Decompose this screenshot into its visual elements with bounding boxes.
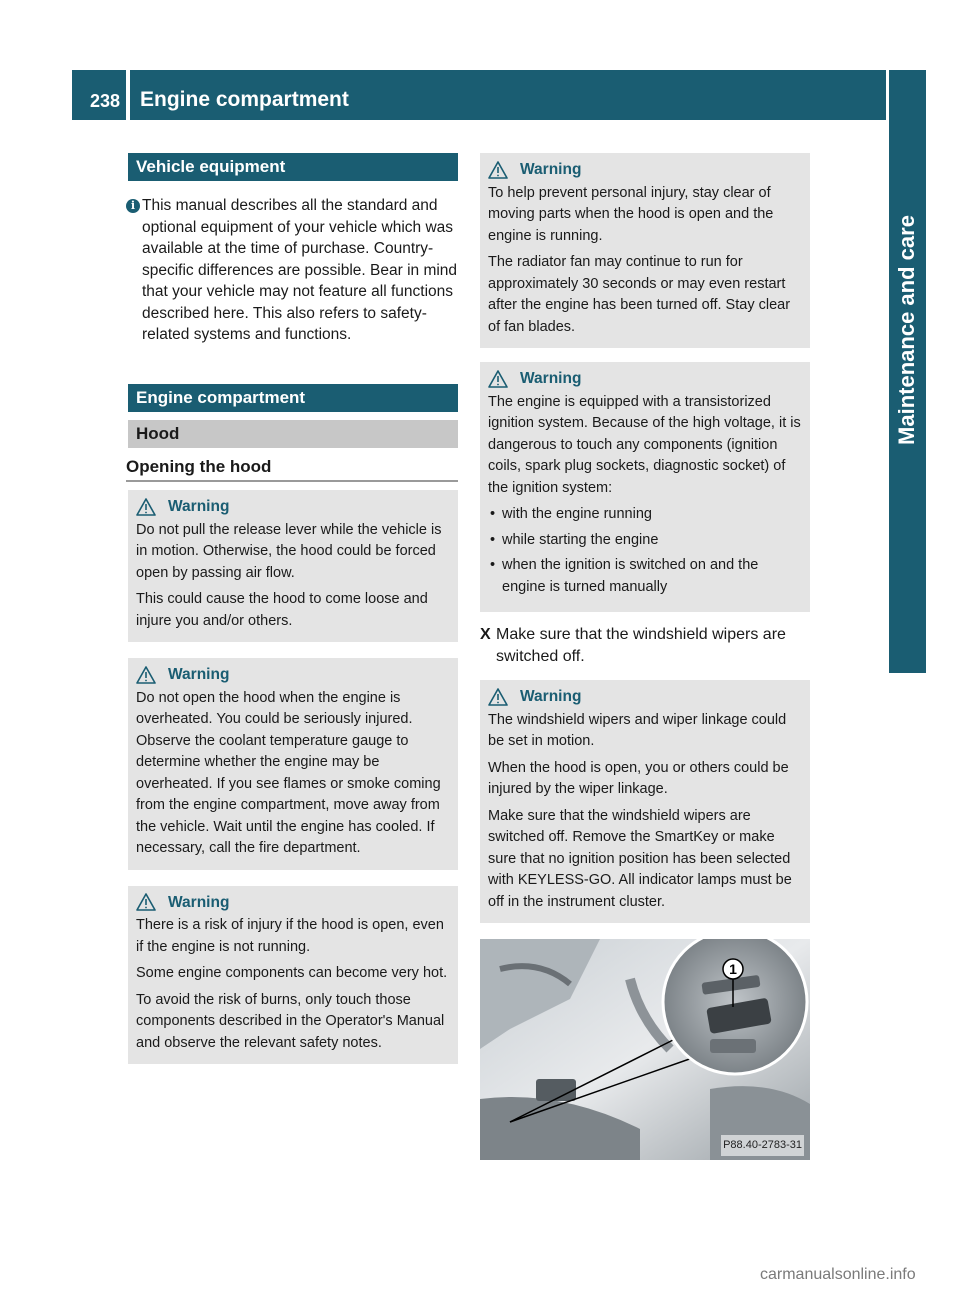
warning-text: Some engine components can become very hot. <box>136 965 448 981</box>
warning-text: When the hood is open, you or others could be injured by the wiper linkage. <box>488 759 789 797</box>
warning-triangle-icon <box>488 688 508 706</box>
hood-heading: Hood <box>128 420 458 448</box>
warning-box <box>480 362 810 612</box>
warning-box <box>128 658 458 870</box>
warning-triangle-icon <box>136 498 156 516</box>
warning-text: Make sure that the windshield wipers are switched off. Remove the SmartKey or make sure that no ignition position has been selected with KEYLESS-GO. All indicator lamps must be off in the instrument cluster. <box>488 807 792 910</box>
warning-triangle-icon <box>136 893 156 911</box>
page-number: 238 <box>72 70 126 120</box>
warning-title: Warning <box>520 370 582 387</box>
warning-box <box>480 153 810 348</box>
warning-text: Do not open the hood when the engine is overheated. You could be seriously injured. Observe the coolant temperature gauge to determine whether the engine may be overheated. If you see flames or smoke coming from the engine compartment, move away from the vehicle. Wait until the engine has cooled. If necessary, call the fire department. <box>136 689 441 856</box>
figure-code: P88.40-2783-31 <box>721 1135 804 1157</box>
warning-title: Warning <box>520 161 582 178</box>
warning-text: This could cause the hood to come loose and injure you and/or others. <box>136 591 428 629</box>
warning-title: Warning <box>168 498 230 515</box>
warning-box <box>128 886 458 1065</box>
left-column <box>128 153 458 1064</box>
engine-compartment-heading: Engine compartment <box>128 384 458 412</box>
callout-number: 1 <box>729 961 737 977</box>
warning-triangle-icon <box>488 161 508 179</box>
warning-text: The radiator fan may continue to run for approximately 30 seconds or may even restart after the engine has been turned off. Stay clear of fan blades. <box>488 254 791 335</box>
step-text: Make sure that the windshield wipers are switched off. <box>496 626 786 665</box>
instruction-step <box>480 624 810 668</box>
hood-release-lever-photo <box>480 939 810 1160</box>
photo-illustration <box>480 939 810 1160</box>
side-tab-label: Maintenance and care <box>894 215 919 445</box>
vehicle-equipment-note <box>128 195 458 346</box>
vehicle-equipment-text: This manual describes all the standard and optional equipment of your vehicle which was available at the time of purchase. Country-specific differences are possible. Bear in mind that your vehicle may not feature all functions described here. This also refers to safety-related systems and functions. <box>142 197 458 343</box>
warning-text: To help prevent personal injury, stay clear of moving parts when the hood is open and the engine is running. <box>488 184 774 244</box>
vehicle-equipment-heading: Vehicle equipment <box>128 153 458 181</box>
page-title: Engine compartment <box>130 70 886 120</box>
step-marker: X <box>480 626 491 643</box>
warning-text: There is a risk of injury if the hood is open, even if the engine is not running. <box>136 917 444 955</box>
warning-text: The windshield wipers and wiper linkage could be set in motion. <box>488 711 787 749</box>
warning-box <box>480 680 810 923</box>
warning-text: Do not pull the release lever while the vehicle is in motion. Otherwise, the hood could be forced open by passing air flow. <box>136 521 442 581</box>
warning-title: Warning <box>168 893 230 911</box>
warning-triangle-icon <box>488 370 508 388</box>
info-icon: i <box>126 199 140 213</box>
list-item: • when the ignition is switched on and the engine is turned manually <box>488 555 802 598</box>
warning-title: Warning <box>520 688 582 705</box>
warning-text: To avoid the risk of burns, only touch those components described in the Operator's Manual and observe the relevant safety notes. <box>136 991 445 1051</box>
opening-hood-heading: Opening the hood <box>126 456 458 483</box>
watermark: carmanualsonline.info <box>760 1266 916 1283</box>
warning-triangle-icon <box>136 666 156 684</box>
bullet-list <box>488 504 802 598</box>
section-side-tab <box>889 70 926 673</box>
warning-text: The engine is equipped with a transistorized ignition system. Because of the high voltage, it is dangerous to touch any components (ignition coils, spark plug sockets, diagnostic socket) of the ignition system: <box>488 393 801 496</box>
list-item: • with the engine running <box>488 504 802 526</box>
warning-title: Warning <box>168 666 230 683</box>
list-item: • while starting the engine <box>488 530 802 552</box>
right-column <box>480 153 810 1160</box>
warning-box <box>128 490 458 642</box>
